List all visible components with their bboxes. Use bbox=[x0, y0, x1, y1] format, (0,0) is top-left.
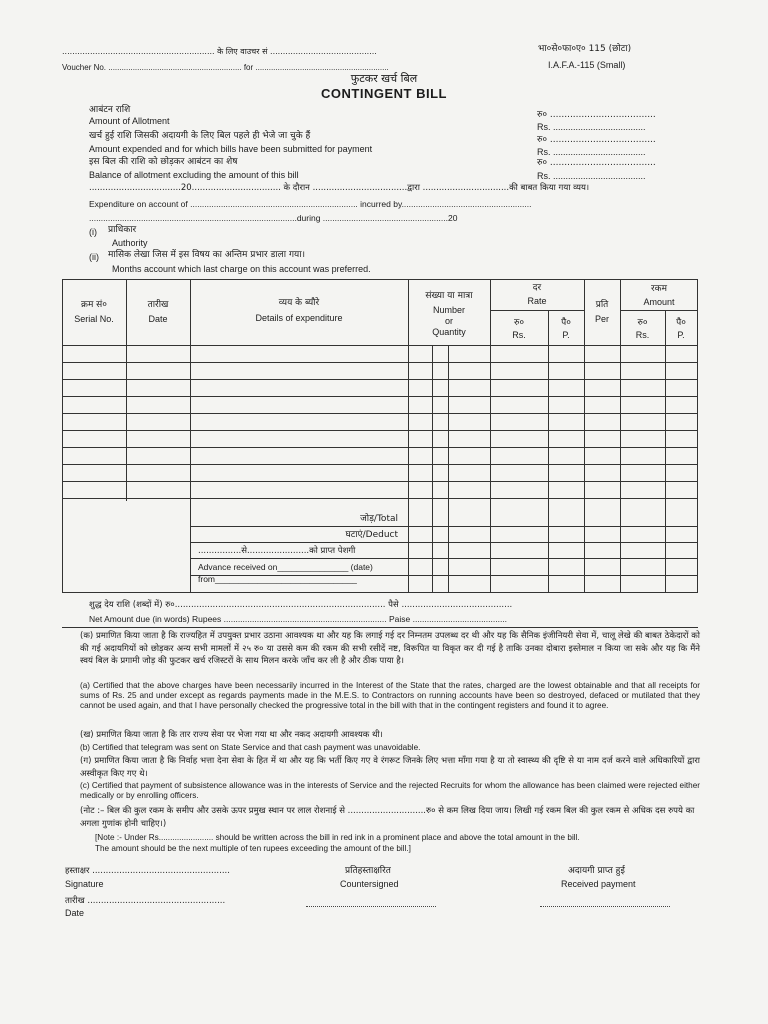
allotment-rs-hindi: रु० ..................................... bbox=[537, 110, 656, 120]
net-amount-separator bbox=[62, 627, 698, 628]
authority-item-i-label: (i) bbox=[89, 227, 97, 237]
note-english-line-1: [Note :- Under Rs........................ should be written across the bill in red ink in a prominent place and above the total amount in the bill. bbox=[95, 833, 580, 842]
header-details-english: Details of expenditure bbox=[255, 313, 343, 323]
note-english-line-2: The amount should be the next multiple of ten rupees exceeding the amount of the bill.] bbox=[95, 844, 411, 853]
header-serial-hindi: क्रम सं० bbox=[81, 300, 107, 310]
header-serial-english: Serial No. bbox=[74, 314, 114, 324]
expenditure-account-line: Expenditure on account of ....................................................................... incurred by....................................................... bbox=[89, 199, 532, 209]
received-date-line bbox=[540, 906, 670, 907]
rate-p-english: P. bbox=[562, 330, 570, 340]
allotment-label-hindi: आबंटन राशि bbox=[89, 105, 131, 115]
col-border-right bbox=[697, 279, 698, 592]
advance-label-hindi: ................से.......................को प्राप्त पेशगी bbox=[198, 546, 356, 556]
table-row-rule bbox=[62, 430, 698, 431]
title-hindi: फुटकर खर्च बिल bbox=[350, 72, 418, 85]
balance-rs-hindi: रु० ..................................... bbox=[537, 158, 656, 168]
table-row-rule bbox=[62, 498, 698, 499]
received-payment-hindi: अदायगी प्राप्त हुई bbox=[568, 866, 625, 876]
total-label: जोड़/Total bbox=[360, 514, 398, 524]
total-row-rule bbox=[190, 526, 698, 527]
countersigned-label: Countersigned bbox=[340, 879, 399, 889]
certificate-c-english: (c) Certified that payment of subsistence allowance was in the interests of Service and the rejected Recruits for whom the allowance has been claimed were rejected either medically or by enrolling officers. bbox=[80, 781, 700, 800]
rate-rs-hindi: रु० bbox=[513, 318, 525, 328]
form-code-english: I.A.F.A.-115 (Small) bbox=[548, 60, 626, 70]
amount-rs-hindi: रु० bbox=[637, 318, 648, 328]
header-amount-hindi: रकम bbox=[651, 284, 667, 294]
col-subdivider bbox=[432, 345, 433, 592]
certificate-c-hindi: (ग) प्रमाणित किया जाता है कि निर्वाह भत्ता देना सेवा के हित में था और यह कि भर्ती किए गए वे रंगरूट जिनके लिए भत्ता माँगा गया है या तो स्वास्थ्य की दृष्टि से या नाम दर्ज करने वाले अधिकारियों द्वारा अस्वीकृत किए गए थे। bbox=[80, 756, 700, 779]
header-quantity-english: Quantity bbox=[432, 327, 466, 337]
table-row-rule bbox=[62, 379, 698, 380]
deduct-row-rule bbox=[190, 542, 698, 543]
table-row-rule bbox=[62, 396, 698, 397]
col-border-date bbox=[190, 279, 191, 592]
date-label: Date bbox=[65, 908, 85, 918]
countersigned-date-line bbox=[306, 906, 436, 907]
net-amount-hindi: शुद्ध देय राशि (शब्दों में) रु०.............................................................................. पैसे ......................................... bbox=[89, 600, 513, 610]
rate-p-hindi: पै० bbox=[561, 318, 571, 328]
countersigned-hindi: प्रतिहस्ताक्षरित bbox=[345, 866, 391, 876]
authority-english: Authority bbox=[112, 238, 148, 248]
header-rate-english: Rate bbox=[527, 296, 547, 306]
amount-subheader-rule bbox=[620, 310, 698, 311]
certificate-a-hindi: (क) प्रमाणित किया जाता है कि राज्यहित में उपयुक्त प्रभार उठाना आवश्यक था और यह कि लगाई गई दर निम्नतम उपलब्ध दर थी और यह कि सैनिक इंजीनियरी सेवा में, चालू लेखे की बाबत ठेकेदारों को की गई अदायगियों को छोड़कर अन्य सभी मामलों में २५ रु० या उससे कम की रकम की सभी रसीदें नष्ट, विरूपित या विकृत कर दी गई है ताकि उनका दोबारा इस्तेमाल न किया जा सके और यह कि मैंने स्वयं बिल के प्रगामी जोड़ की फुटकर खर्च रजिस्टरों के साथ मिलन करके जाँच कर ली है और ठीक पाया है। bbox=[80, 631, 700, 666]
received-payment-label: Received payment bbox=[561, 879, 636, 889]
header-number-hindi: संख्या या मात्रा bbox=[425, 291, 473, 301]
col-border-left bbox=[62, 279, 63, 592]
table-header-bottom bbox=[62, 345, 698, 346]
amount-p-hindi: पै० bbox=[676, 318, 686, 328]
header-date-hindi: तारीख bbox=[147, 300, 169, 310]
table-row-rule bbox=[62, 481, 698, 482]
balance-rs-english: Rs. ..................................... bbox=[537, 171, 646, 181]
header-per-hindi: प्रति bbox=[595, 300, 609, 310]
expended-label-english: Amount expended and for which bills have been submitted for payment bbox=[89, 144, 373, 154]
expended-rs-hindi: रु० ..................................... bbox=[537, 135, 656, 145]
col-border-rate-rs bbox=[548, 310, 549, 592]
authority-hindi: प्राधिकार bbox=[108, 225, 137, 235]
header-per-english: Per bbox=[594, 314, 609, 324]
last-charge-english: Months account which last charge on this account was preferred. bbox=[112, 264, 371, 274]
certificate-b-hindi: (ख) प्रमाणित किया जाता है कि तार राज्य सेवा पर भेजा गया था और नकद अदायगी आवश्यक थी। bbox=[80, 730, 383, 740]
advance-row-rule bbox=[190, 558, 698, 559]
voucher-line-hindi: ............................................................ के लिए वाउचर सं .......................................... bbox=[62, 47, 377, 56]
during-line: ........................................................................................during .....................................................20 bbox=[89, 213, 458, 223]
rate-subheader-rule bbox=[490, 310, 584, 311]
col-subdivider bbox=[448, 345, 449, 592]
header-rate-hindi: दर bbox=[532, 283, 542, 293]
table-row-rule bbox=[62, 362, 698, 363]
expended-rs-english: Rs. ..................................... bbox=[537, 147, 646, 157]
balance-label-hindi: इस बिल की राशि को छोड़कर आबंटन का शेष bbox=[89, 157, 238, 167]
advance-label-english: Advance received on_______________ (date) bbox=[198, 562, 373, 572]
table-row-rule bbox=[62, 447, 698, 448]
table-top-border bbox=[62, 279, 698, 280]
date-line-hindi: तारीख ................................................... bbox=[65, 896, 226, 906]
period-line-hindi: ..................................20................................. के दौरान ...................................द्वारा ................................की बाबत किया गया व्यय। bbox=[89, 183, 590, 193]
header-date-english: Date bbox=[148, 314, 168, 324]
allotment-label-english: Amount of Allotment bbox=[89, 116, 170, 126]
authority-item-ii-label: (ii) bbox=[89, 252, 99, 262]
table-row-rule bbox=[62, 413, 698, 414]
expended-label-hindi: खर्च हुई राशि जिसकी अदायगी के लिए बिल पहले ही भेजे जा चुके हैं bbox=[89, 131, 311, 141]
header-amount-english: Amount bbox=[643, 297, 675, 307]
col-border-rate bbox=[584, 279, 585, 592]
table-bottom-border bbox=[62, 592, 698, 593]
deduct-label: घटाएं/Deduct bbox=[345, 530, 398, 540]
rate-rs-english: Rs. bbox=[512, 330, 526, 340]
net-amount-english: Net Amount due (in words) Rupees ..................................................................... Paise ........................................ bbox=[89, 614, 508, 624]
table-row-rule bbox=[62, 464, 698, 465]
balance-label-english: Balance of allotment excluding the amount of this bill bbox=[89, 170, 299, 180]
signature-label: Signature bbox=[65, 879, 104, 889]
col-border-amount-rs bbox=[665, 310, 666, 592]
col-border-serial bbox=[126, 279, 127, 501]
title-english: CONTINGENT BILL bbox=[321, 86, 447, 101]
amount-p-english: P. bbox=[677, 330, 685, 340]
header-number-english: Number bbox=[432, 305, 465, 315]
note-hindi: (नोट :– बिल की कुल रकम के समीप और उसके ऊपर प्रमुख स्थान पर लाल रोशनाई से .............................रु० से कम लिख दिया जाय। लिखी गई रकम बिल की कुल रकम से अधिक दस रुपये का अगला गुणांक होनी चाहिए।) bbox=[80, 806, 695, 829]
header-details-hindi: व्यय के ब्यौरे bbox=[278, 298, 320, 308]
voucher-line-english: Voucher No. ............................................................ for ............................................................ bbox=[62, 63, 389, 72]
allotment-rs-english: Rs. ..................................... bbox=[537, 122, 646, 132]
last-charge-hindi: मासिक लेखा जिस में इस विषय का अन्तिम प्रभार डाला गया। bbox=[108, 250, 305, 260]
certificate-b-english: (b) Certified that telegram was sent on State Service and that cash payment was unavoidable. bbox=[80, 743, 421, 752]
advance-from-line: from______________________________ bbox=[198, 574, 357, 584]
signature-line-hindi: हस्ताक्षर ................................................... bbox=[65, 866, 230, 876]
amount-rs-english: Rs. bbox=[635, 330, 650, 340]
form-code-hindi: भा०से०फा०ए० 115 (छोटा) bbox=[538, 44, 632, 54]
certificate-a-english: (a) Certified that the above charges have been necessarily incurred in the Interest of the State that the rates, charged are the lowest obtainable and that all receipts for sums of Rs. 25 and under except as regards payments made in the M.E.S. to Contractors on running accounts have been so destroyed, defaced or mutilated that they cannot be used again, and that I have personally checked the progressive total in the bill with that in the contingent registers and found it to agree. bbox=[80, 681, 700, 710]
header-number-or: or bbox=[444, 316, 453, 326]
